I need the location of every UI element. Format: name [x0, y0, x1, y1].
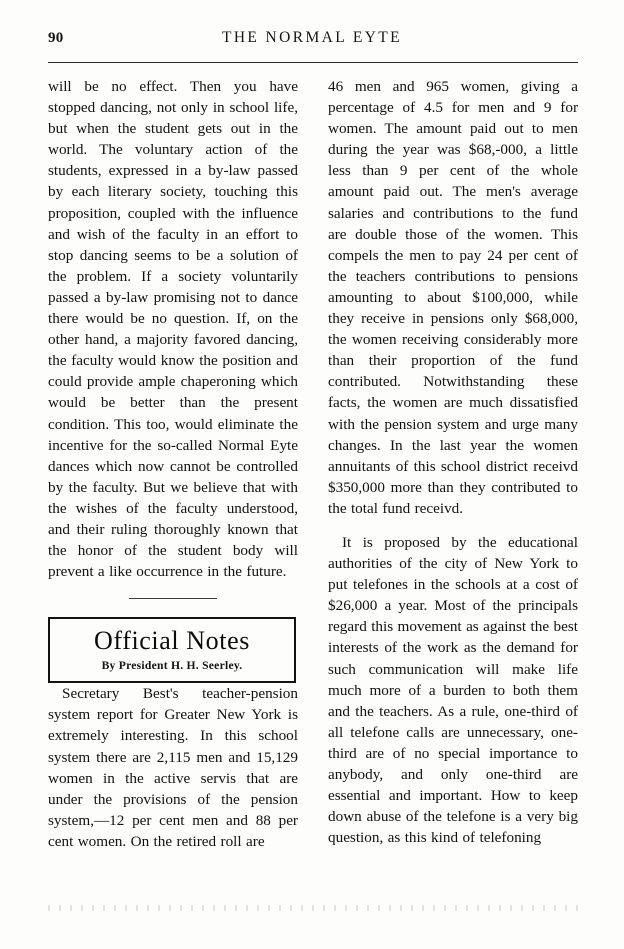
publication-title: THE NORMAL EYTE	[221, 29, 403, 46]
page-number: 90	[48, 30, 64, 46]
official-notes-masthead	[48, 617, 296, 683]
paragraph: will be no effect. Then you have stopped dancing, not only in school life, but when the student gets out in the world. The voluntary action of the students, expressed in a by-law passed by each literary society, touching this proposition, coupled with the influence and wish of the faculty in an effort to stop dancing seems to be a solution of the problem. If a society voluntarily passed a by-law promising not to dance there would be no question. If, on the other hand, a majority favored dancing, the faculty would know the position and could provide ample chaperoning which would be better than the present condition. This too, would eliminate the incentive for the so-called Normal Eyte dances which now cannot be controlled by the faculty. But we believe that with the wishes of the faculty understood, and their ruling thoroughly known that the honor of the student body will prevent a like occurrence in the future.	[48, 78, 298, 581]
paragraph: 46 men and 965 women, giving a percentage of 4.5 for men and 9 for women. The amount paid out to men during the year was $68,-000, a little less than 9 per cent of the whole amount paid out. The men's average salaries and contributions to the fund are double those of the women. This compels the men to pay 24 per cent of the teachers contributions to pensions amounting to about $100,000, while they receive in pensions only $68,000, the women receiving considerably more than their proportion of the fund contributed. Notwithstanding these facts, the women are much dissatisfied with the pension system and urge many changes. In the last year the women annuitants of this school district receivd $350,000 more than they contributed to the total fund receivd.	[328, 78, 578, 517]
running-head	[48, 28, 576, 52]
column-left	[48, 76, 298, 852]
section-title: Official Notes	[94, 626, 250, 656]
paragraph: It is proposed by the educational authorities of the city of New York to put telefones in the schools at a cost of $26,000 a year. Most of the principals regard this movement as against the best interests of the work as the demand for such communication will make life much more of a burden to both them and the teachers. As a rule, one-third of all telefone calls are unnecessary, one-third are of no special importance to anybody, and only one-third are essential and important. How to keep down abuse of the telefone is a very big question, as this kind of telefoning	[328, 533, 578, 847]
header-rule	[48, 62, 578, 63]
section-byline: By President H. H. Seerley.	[101, 659, 243, 673]
scan-artifact	[48, 905, 578, 911]
column-right	[328, 76, 578, 848]
paragraph: Secretary Best's teacher-pension system report for Greater New York is extremely interesting. In this school system there are 2,115 men and 15,129 women in the active servis that are under the provisions of the pension system,—12 per cent men and 88 per cent women. On the retired roll are	[48, 685, 298, 850]
section-divider-rule	[129, 598, 217, 599]
